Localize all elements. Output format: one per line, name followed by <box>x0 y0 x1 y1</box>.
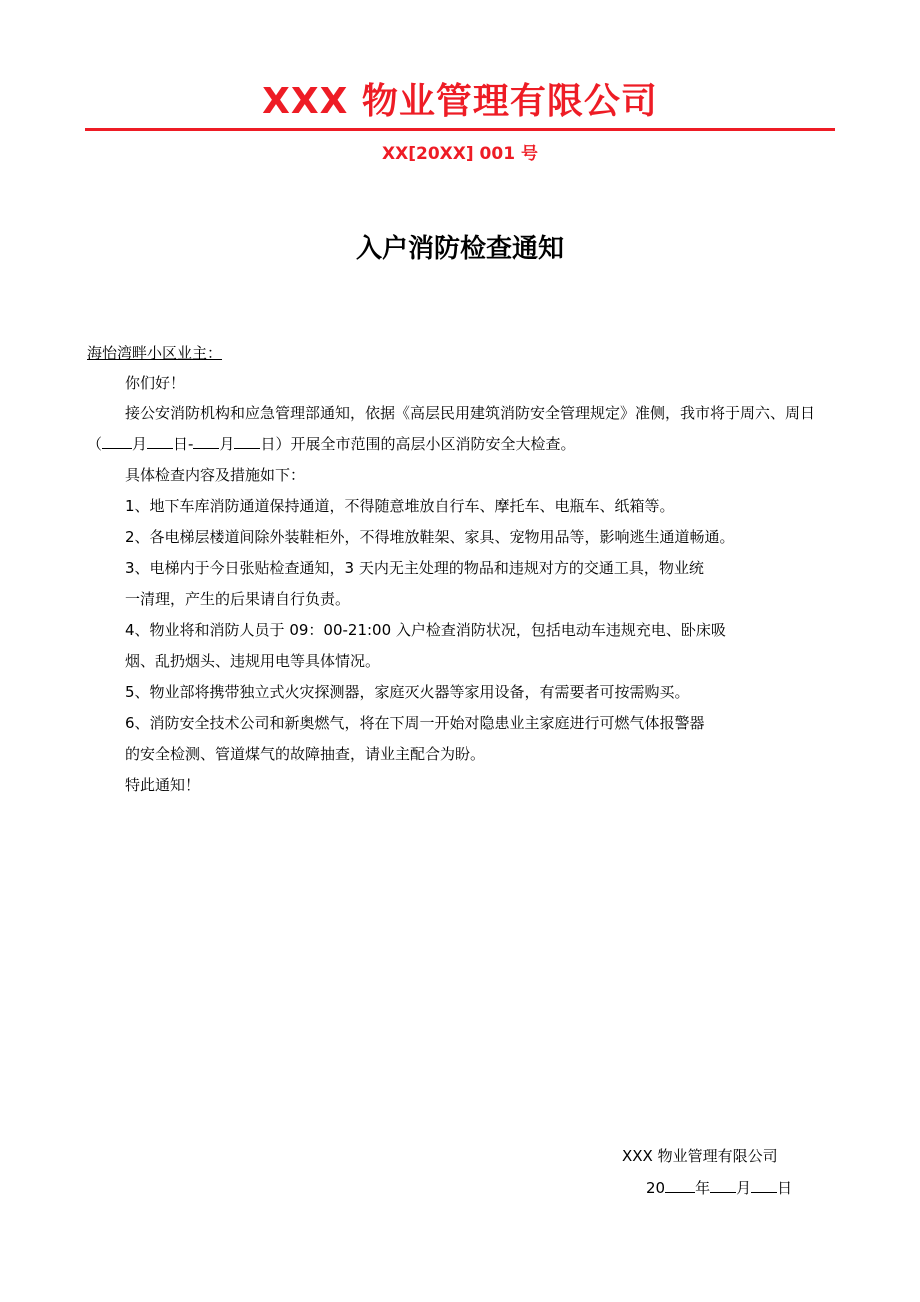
signature-company: XXX 物业管理有限公司 <box>622 1147 778 1165</box>
company-header-title: XXX 物业管理有限公司 <box>262 81 658 122</box>
month-blank-2[interactable] <box>193 433 219 449</box>
date-year-prefix: 20 <box>646 1179 666 1197</box>
header-red-rule <box>85 128 835 131</box>
addressee: 海怡湾畔小区业主： <box>87 344 223 362</box>
date-day: 日 <box>777 1179 793 1197</box>
closing: 特此通知！ <box>125 776 201 794</box>
intro-line-2 <box>87 433 837 455</box>
intro-open-paren: （ <box>87 435 103 453</box>
item-4-line-1: 4、物业将和消防人员于 09：00-21:00 入户检查消防状况，包括电动车违规充电、卧床吸 <box>125 621 726 639</box>
day-blank[interactable] <box>751 1177 777 1193</box>
intro-day-2: 日）开展全市范围的高层小区消防安全大检查。 <box>260 435 576 453</box>
item-3-line-2: 一清理，产生的后果请自行负责。 <box>125 590 351 608</box>
signature-date <box>646 1177 792 1199</box>
item-3-line-1: 3、电梯内于今日张贴检查通知，3 天内无主处理的物品和违规对方的交通工具，物业统 <box>125 559 704 577</box>
date-year: 年 <box>695 1179 711 1197</box>
intro-month-2: 月 <box>219 435 235 453</box>
item-1: 1、地下车库消防通道保持通道，不得随意堆放自行车、摩托车、电瓶车、纸箱等。 <box>125 497 675 515</box>
intro-line-1: 接公安消防机构和应急管理部通知，依据《高层民用建筑消防安全管理规定》准侧，我市将于周六、周日 <box>125 404 816 422</box>
month-blank-1[interactable] <box>102 433 132 449</box>
year-blank[interactable] <box>665 1177 695 1193</box>
intro-month-1: 月 <box>132 435 148 453</box>
intro-day-1: 日- <box>173 435 194 453</box>
greeting: 你们好！ <box>125 374 186 392</box>
item-2: 2、各电梯层楼道间除外装鞋柜外，不得堆放鞋架、家具、宠物用品等，影响逃生通道畅通。 <box>125 528 735 546</box>
month-blank[interactable] <box>710 1177 736 1193</box>
item-6-line-2: 的安全检测、管道煤气的故障抽查，请业主配合为盼。 <box>125 745 486 763</box>
item-4-line-2: 烟、乱扔烟头、违规用电等具体情况。 <box>125 652 381 670</box>
item-6-line-1: 6、消防安全技术公司和新奥燃气，将在下周一开始对隐患业主家庭进行可燃气体报警器 <box>125 714 705 732</box>
date-month: 月 <box>736 1179 752 1197</box>
item-5: 5、物业部将携带独立式火灾探测器，家庭灭火器等家用设备，有需要者可按需购买。 <box>125 683 690 701</box>
document-number: XX[20XX] 001 号 <box>382 144 538 164</box>
measures-heading: 具体检查内容及措施如下： <box>125 466 306 484</box>
notice-title: 入户消防检查通知 <box>355 234 564 264</box>
day-blank-2[interactable] <box>234 433 260 449</box>
day-blank-1[interactable] <box>147 433 173 449</box>
